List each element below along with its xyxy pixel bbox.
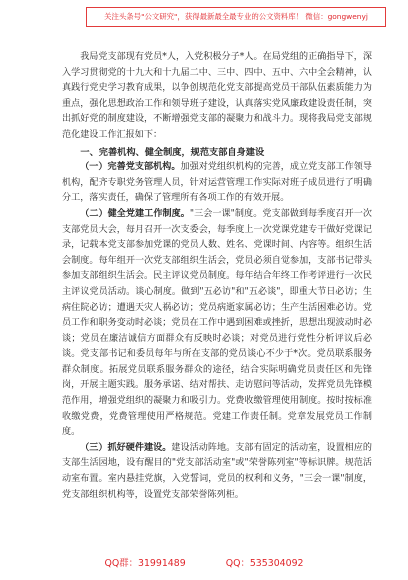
item-1-paragraph xyxy=(62,160,372,207)
qq-number: QQ：535304092 xyxy=(225,558,304,569)
item-2-lead: （二）健全党建工作制度。 xyxy=(80,208,190,219)
contact-footer xyxy=(0,555,408,569)
item-3-body: 建设活动阵地。支部有固定的活动室，设置相应的支部生活园地，设有醒目的"党支部活动室"或"荣誉陈列室"等标识牌。规范活动室布置。室内悬挂党旗，入党誓词，党员的权利和义务，"三会一课"制度，党支部组织机构等，设置党支部荣誉陈列柜。 xyxy=(62,442,372,500)
item-3-lead: （三）抓好硬件建设。 xyxy=(80,442,172,453)
qq-group-number: QQ群：31991489 xyxy=(104,558,186,569)
item-3-paragraph xyxy=(62,441,372,503)
document-body xyxy=(62,50,372,503)
item-1-body: 加强对党组织机构的完善，成立党支部工作领导机构，配齐专职党务管理人员，针对运营管理工作实际对班子成员进行了明确分工，落实责任，确保了管理所有各项工作的有效开展。 xyxy=(62,162,372,204)
section-heading: 一、完善机构、健全制度，规范支部自身建设 xyxy=(80,146,265,158)
promo-banner: 关注头条号"公文研究"，获得最新最全最专业的公文资料库！ 微信：gongwenyj xyxy=(86,7,386,27)
item-2-body: "三会一课"制度。党支部做到每季度召开一次支部党员大会，每月召开一次支委会，每季度上一次党课党建专干做好党课记录，记载本党支部参加党课的党员人数、姓名、党课时间、内容等。组织生活会制度。每年组开一次党支部组织生活会，党员必须自觉参加，支部书记带头参加支部组织生活会。民主评议党员制度。每年结合年终工作考评进行一次民主评议党员活动。谈心制度。做到"五必访"和"五必谈"，即重大节日必访；生病住院必访；遭遇天灾人祸必访；党员病逝家属必访；生产生活困难必访。党员工作和职务变动时必谈；党员在工作中遇到困难或挫折，思想出现波动时必谈；党员在廉洁诚信方面群众有反映时必谈；对党员进行党性分析评议后必谈。党支部书记和委员每年与所在支部的党员谈心不少于*次。党员联系服务群众制度。拓展党员联系服务群众的途径，结合实际明确党员责任区和先锋岗，开展主题实践。服务承诺、结对帮扶、走访慰问等活动，发挥党员先锋模范作用，增强党组织的凝聚力和吸引力。党费收缴管理使用制度。按时按标准收缴党费，党费管理使用严格规范。党建工作责任制。党章发展党员工作制度。 xyxy=(62,208,372,438)
item-2-paragraph xyxy=(62,207,372,441)
intro-paragraph: 我局党支部现有党员*人，入党积极分子*人。在局党组的正确指导下，深入学习贯彻党的十九大和十九届二中、三中、四中、五中、六中全会精神，认真践行党史学习教育成果，以争创规范化党支部提高党员干部队伍素质能力为重点，强化思想政治工作和领导班子建设，认真落实党风廉政建设责任制，突出抓好党的制度建设，不断增强党支部的凝聚力和战斗力。现将我局党支部规范化建设工作汇报如下： xyxy=(62,52,372,140)
item-1-lead: （一）完善党支部机构。 xyxy=(80,162,181,173)
